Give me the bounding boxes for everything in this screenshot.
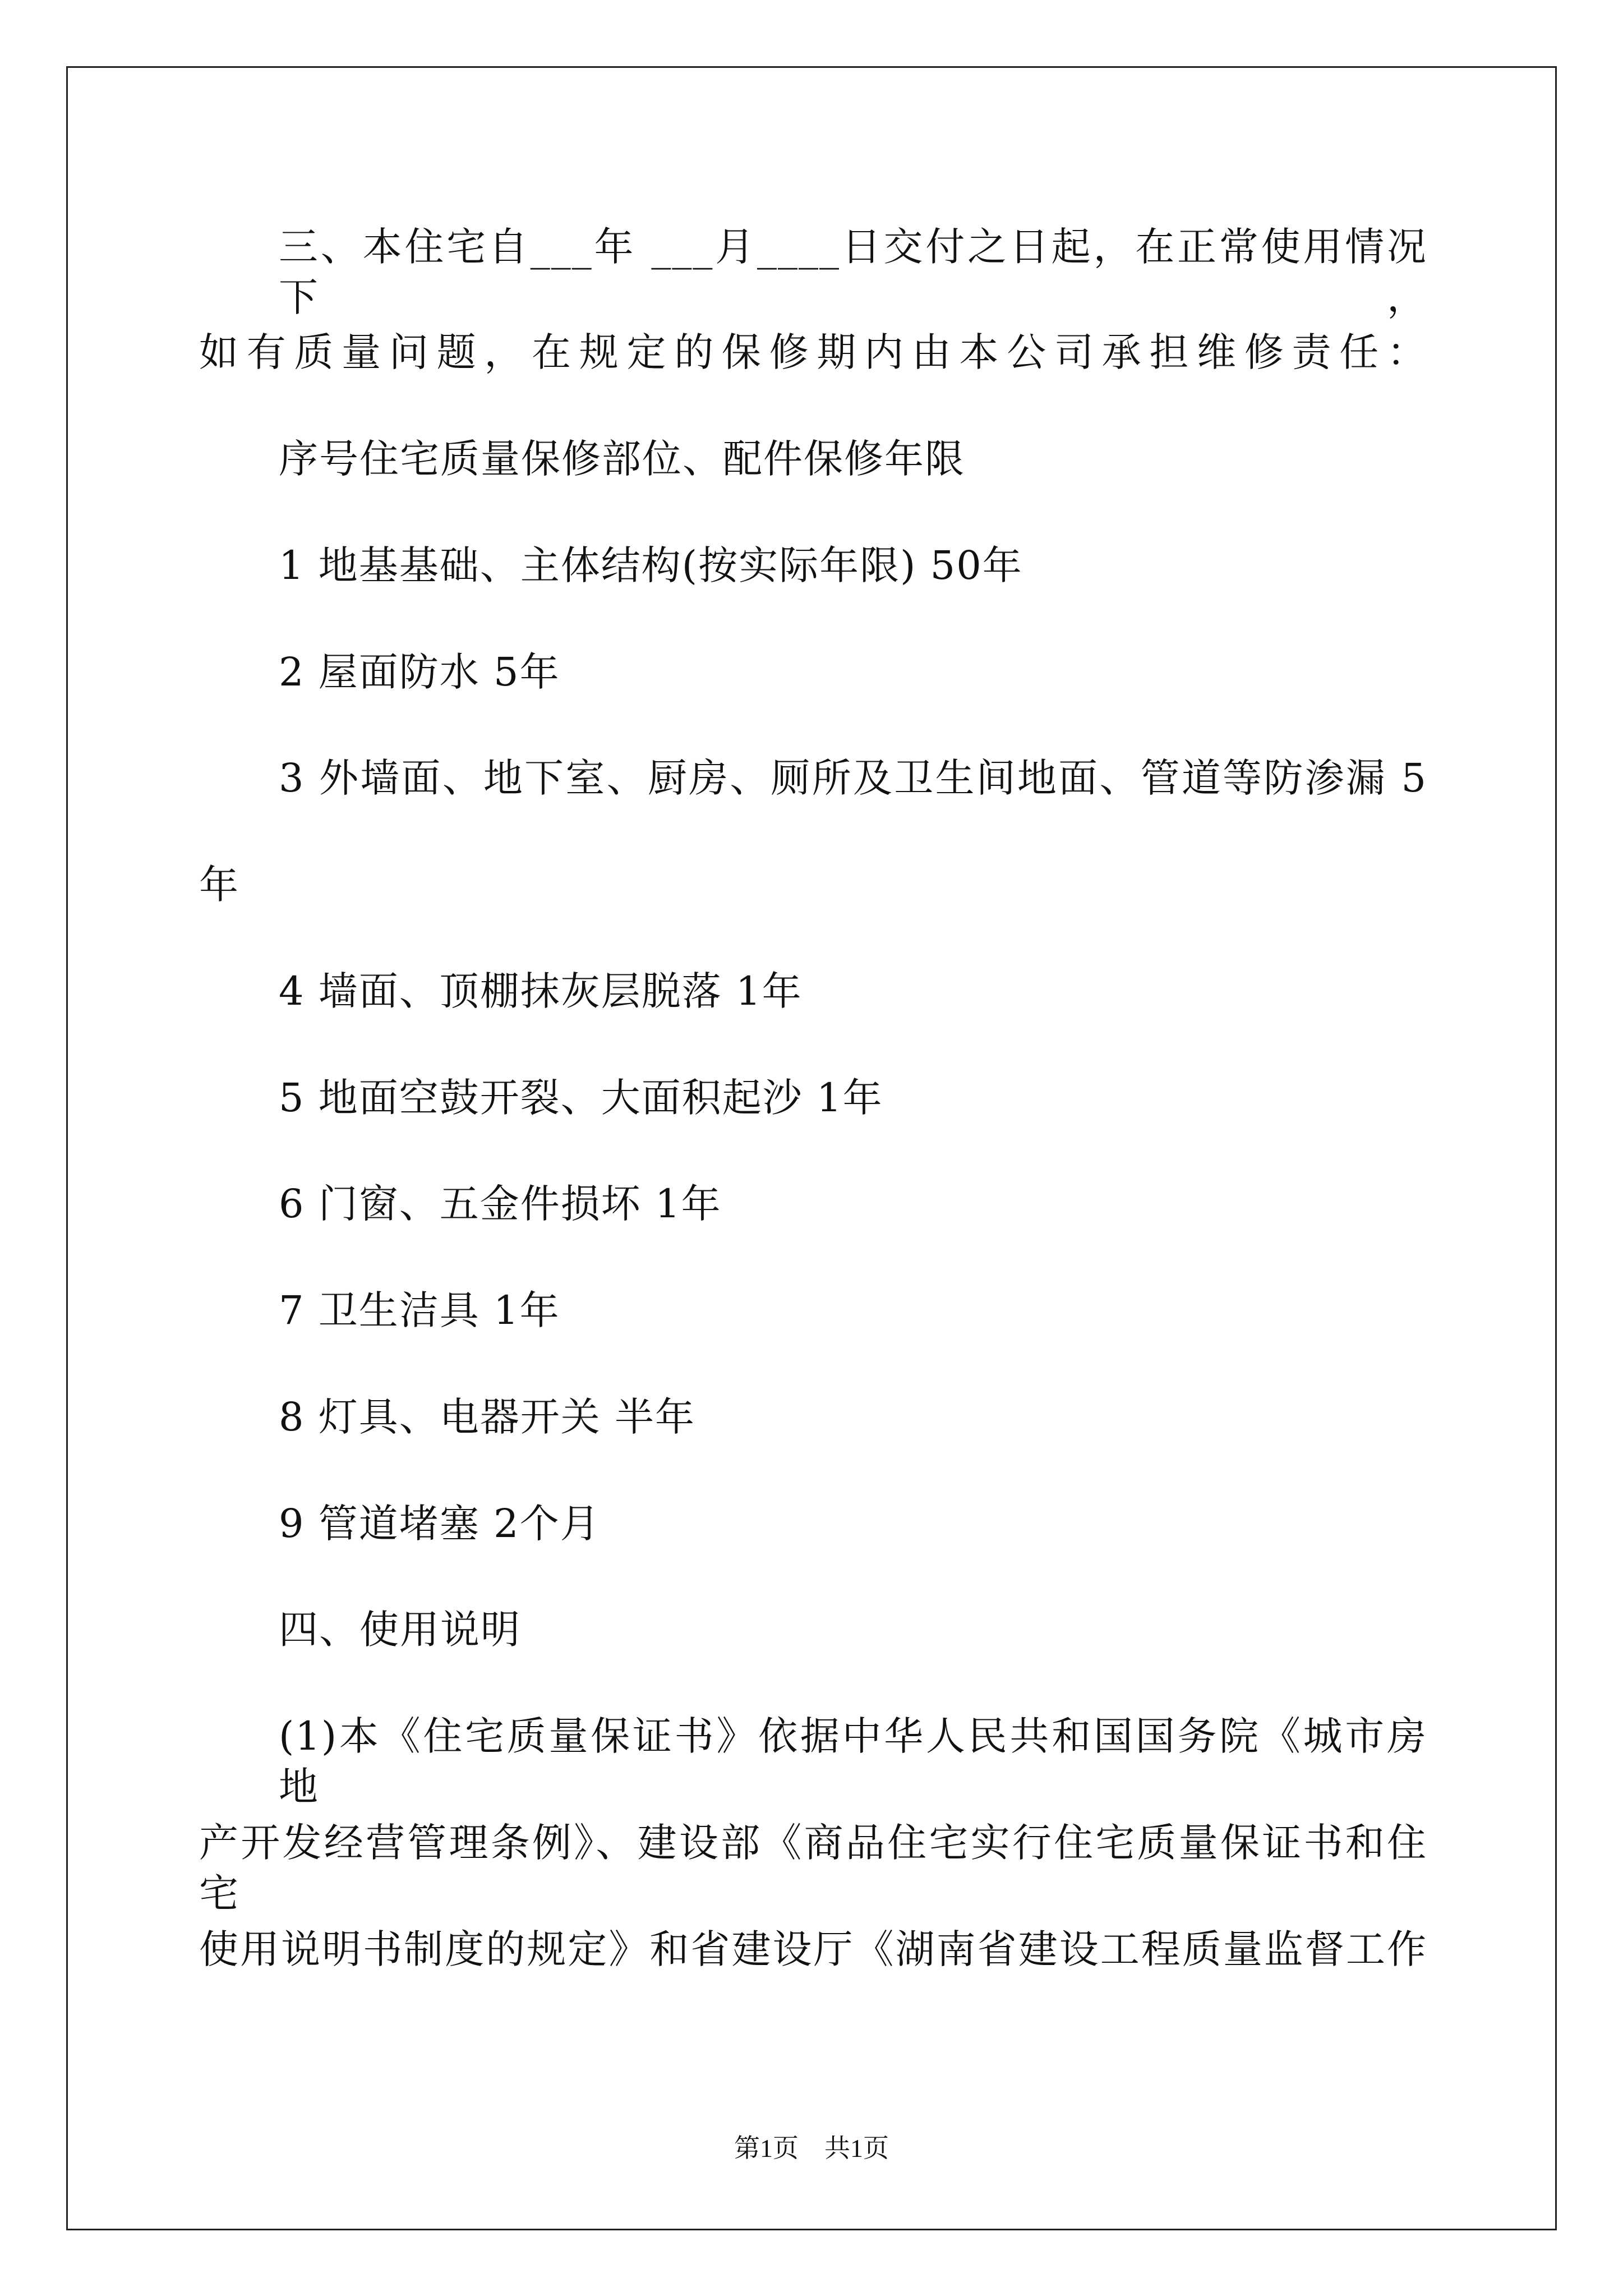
paragraph-line: 8 灯具、电器开关 半年 [279, 1394, 696, 1440]
paragraph-line: (1)本《住宅质量保证书》依据中华人民共和国国务院《城市房地 [279, 1713, 1427, 1810]
paragraph-line: 年 [199, 862, 239, 908]
page-border [66, 66, 1557, 2230]
paragraph-line: 序号住宅质量保修部位、配件保修年限 [279, 436, 965, 482]
paragraph-line: 使用说明书制度的规定》和省建设厅《湖南省建设工程质量监督工作 [199, 1926, 1427, 1972]
paragraph-line: 产开发经营管理条例》、建设部《商品住宅实行住宅质量保证书和住宅 [199, 1820, 1427, 1916]
paragraph-line: 3 外墙面、地下室、厨房、厕所及卫生间地面、管道等防渗漏 5 [279, 755, 1427, 801]
paragraph-line: 1 地基基础、主体结构(按实际年限) 50年 [279, 542, 1023, 588]
paragraph-line: 5 地面空鼓开裂、大面积起沙 1年 [279, 1075, 883, 1121]
paragraph-line: 4 墙面、顶棚抹灰层脱落 1年 [279, 968, 803, 1014]
paragraph-line: 如有质量问题，在规定的保修期内由本公司承担维修责任： [199, 329, 1427, 375]
page-footer: 第1页 共1页 [734, 2134, 889, 2162]
paragraph-line: 6 门窗、五金件损坏 1年 [279, 1181, 722, 1227]
paragraph-line: 2 屋面防水 5年 [279, 649, 560, 695]
paragraph-line: 三、本住宅自___年 ___月____日交付之日起，在正常使用情况下， [279, 224, 1427, 320]
section-heading: 四、使用说明 [279, 1607, 521, 1653]
paragraph-line: 7 卫生洁具 1年 [279, 1287, 560, 1333]
paragraph-line: 9 管道堵塞 2个月 [279, 1501, 601, 1547]
